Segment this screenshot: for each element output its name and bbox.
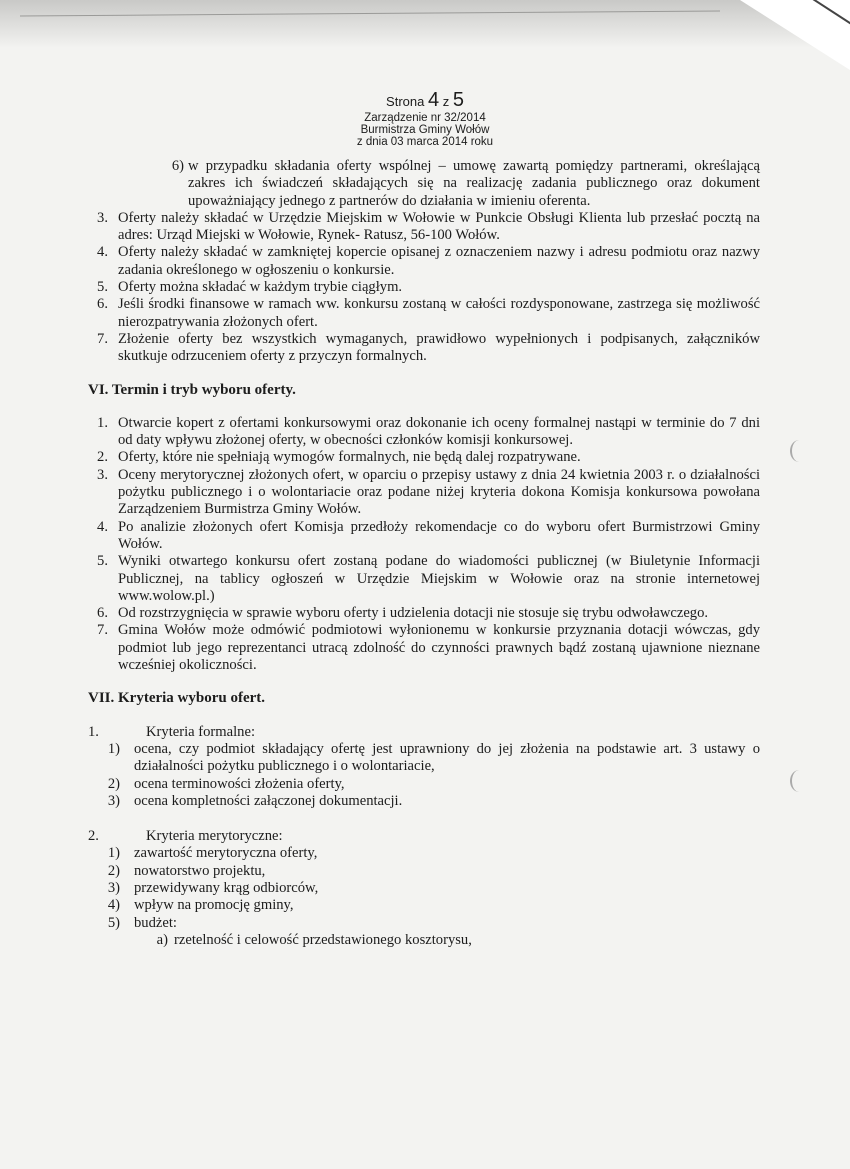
list-item: 5) budżet:	[107, 914, 177, 931]
list-item: 5. Wyniki otwartego konkursu ofert zostaną podane do wiadomości publicznej (w Biuletynie Informacji Publicznej, na tablicy ogłoszeń w Urzędzie Miejskim w Wołowie oraz na stronie internetowej www.wolow.pl.)	[97, 553, 760, 604]
list-item: 3) przewidywany krąg odbiorców,	[107, 879, 319, 896]
punch-hole-mark	[790, 440, 808, 462]
header-line: z dnia 03 marca 2014 roku	[356, 136, 494, 148]
list-item: 6. Jeśli środki finansowe w ramach ww. konkursu zostaną w całości rozdysponowane, zastrzega się możliwość nierozpatrywania złożonych ofert.	[97, 296, 760, 330]
header-line: Burmistrza Gminy Wołów	[360, 124, 490, 136]
list-item: 7. Złożenie oferty bez wszystkich wymaganych, prawidłowo wypełnionych i podpisanych, załączników skutkuje odrzuceniem oferty z przyczyn formalnych.	[97, 330, 760, 365]
list-item: 2) nowatorstwo projektu,	[107, 862, 266, 879]
list-item: 4) wpływ na promocję gminy,	[107, 897, 294, 914]
section-heading: VII. Kryteria wyboru ofert.	[88, 690, 266, 707]
list-item: 4. Oferty należy składać w zamkniętej kopercie opisanej z oznaczeniem nazwy i adresu podmiotu oraz nazwy zadania określonego w ogłoszeniu o konkursie.	[97, 244, 760, 278]
page-header	[0, 89, 850, 148]
list-item: 2) ocena terminowości złożenia oferty,	[107, 775, 345, 792]
criteria-group: 2. Kryteria merytoryczne:	[88, 828, 283, 845]
list-item: 4. Po analizie złożonych ofert Komisja przedłoży rekomendacje co do wyboru ofert Burmistrzowi Gminy Wołów.	[97, 518, 760, 552]
criteria-group: 1. Kryteria formalne:	[88, 723, 255, 740]
section-heading: VI. Termin i tryb wyboru oferty.	[88, 381, 296, 398]
document-body	[88, 158, 760, 949]
punch-hole-mark	[790, 770, 808, 792]
list-item: 1. Otwarcie kopert z ofertami konkursowymi oraz dokonanie ich oceny formalnej nastąpi w terminie do 7 dni od daty wpływu złożonej oferty, w obecności członków komisji konkursowej.	[97, 414, 760, 449]
list-item: 2. Oferty, które nie spełniają wymogów formalnych, nie będą dalej rozpatrywane.	[97, 449, 581, 466]
list-item: 6) w przypadku składania oferty wspólnej – umowę zawartą pomiędzy partnerami, określającą zakres ich świadczeń składających się na realizację zadania publicznego oraz dokument upoważniający jednego z partnerów do działania w imieniu oferenta.	[171, 158, 760, 209]
list-item: 3. Oceny merytorycznej złożonych ofert, w oparciu o przepisy ustawy z dnia 24 kwietnia 2003 r. o działalności pożytku publicznego i o wolontariacie oraz podane niżej kryteria dokona Komisja konkursowa powołana Zarządzeniem Burmistrza Gminy Wołów.	[97, 466, 760, 518]
page-number: Strona 4 z 5	[386, 89, 464, 111]
list-item: 1) ocena, czy podmiot składający ofertę jest uprawniony do jej złożenia na podstawie art. 3 ustawy o działalności pożytku publicznego i o wolontariacie,	[107, 740, 760, 775]
list-item: 6. Od rozstrzygnięcia w sprawie wyboru oferty i udzielenia dotacji nie stosuje się trybu odwoławczego.	[97, 605, 709, 622]
list-item: a) rzetelność i celowość przedstawionego kosztorysu,	[156, 931, 472, 948]
list-item: 3. Oferty należy składać w Urzędzie Miejskim w Wołowie w Punkcie Obsługi Klienta lub przesłać pocztą na adres: Urząd Miejski w Wołowie, Rynek- Ratusz, 56-100 Wołów.	[97, 209, 760, 244]
website-link[interactable]: www.wolow.pl	[118, 587, 207, 604]
header-line: Zarządzenie nr 32/2014	[364, 112, 486, 124]
list-item: 5. Oferty można składać w każdym trybie ciągłym.	[97, 279, 403, 296]
list-item: 7. Gmina Wołów może odmówić podmiotowi wyłonionemu w konkursie przyznania dotacji wówczas, gdy podmiot lub jego reprezentanci utracą zdolność do czynności prawnych bądź zostaną ujawnione nieznane wcześniej okoliczności.	[97, 622, 760, 674]
list-item: 1) zawartość merytoryczna oferty,	[107, 845, 318, 862]
list-item: 3) ocena kompletności załączonej dokumentacji.	[107, 792, 403, 809]
